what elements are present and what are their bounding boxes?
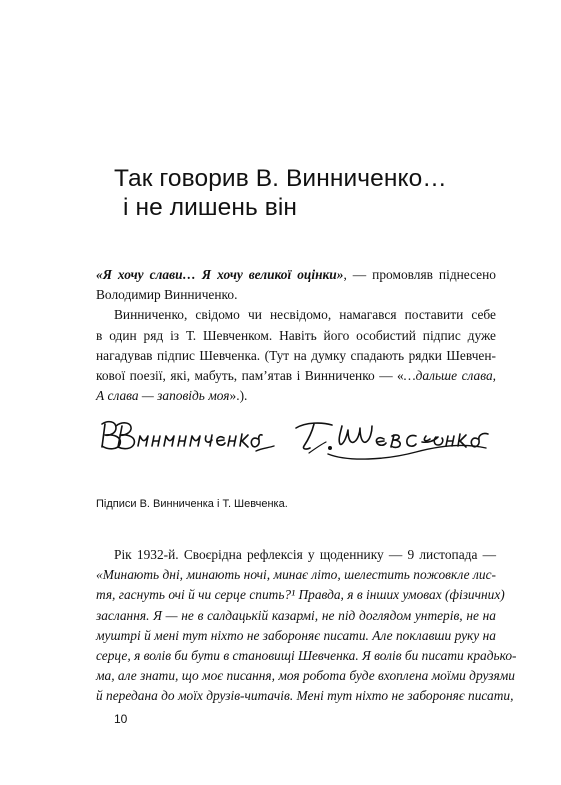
vynnychenko-quote: «Я хочу слави… Я хочу великої оцінки»: [96, 267, 344, 282]
paragraph-1-line: «Я хочу слави… Я хочу великої оцінки», — промовляв піднесено: [96, 267, 496, 282]
paragraph-3-line: й передана до моїх друзів-читачів. Мені тут ніхто не забороняє писати,: [96, 688, 514, 704]
text-block-intro: [96, 265, 496, 406]
paragraph-3-line: тя, гаснуть очі й чи серце спить?¹ Правда, я в інших умовах (фізичних): [96, 587, 505, 603]
chapter-title-line-2: і не лишень він: [123, 194, 298, 221]
paragraph-3-line: Рік 1932-й. Своєрідна рефлексія у щоденнику — 9 листопада —: [114, 547, 496, 562]
paragraph-2-line: кової поезії, які, мабуть, пам’ятав і Винниченко — «…дальше слава,: [96, 367, 496, 383]
paragraph-3-line: ма, але знати, що моє писання, моя робота буде вхоплена моїми друзями: [96, 668, 515, 684]
shevchenko-quote-part-1: …дальше слава,: [403, 367, 496, 383]
paragraph-3-line: заслання. Я — не в салдацькій казармі, не під доглядом унтерів, не на: [96, 607, 496, 623]
paragraph-2-line: нагадував підпис Шевченка. (Тут на думку спадають рядки Шевчен-: [96, 347, 496, 363]
vynnychenko-signature: [102, 422, 274, 451]
paragraph-3-line: муштрі й мені тут ніхто не забороняє писати. Але поклавши руку на: [96, 627, 496, 643]
chapter-title-line-1: Так говорив В. Винниченко…: [114, 165, 447, 192]
shevchenko-signature: [296, 423, 488, 459]
signatures-figure: [96, 410, 500, 470]
paragraph-3-line: серце, я волів би бути в становищі Шевченка. Я волів би писати крадько-: [96, 647, 517, 663]
text-block-diary: [96, 545, 517, 707]
paragraph-3-line: «Минають дні, минають ночі, минає літо, шелестить пожовкле лис-: [96, 567, 496, 583]
page-number: 10: [114, 712, 128, 726]
paragraph-2-line: в один ряд із Т. Шевченком. Навіть його особистий підпис дуже: [96, 327, 496, 343]
shevchenko-quote-part-2: А слава — заповідь моя: [96, 388, 230, 404]
chapter-title: [114, 164, 514, 222]
paragraph-1-line: Володимир Винниченко.: [96, 287, 238, 303]
paragraph-2-line: Винниченко, свідомо чи несвідомо, намагався поставити себе: [114, 307, 496, 323]
figure-caption: Підписи В. Винниченка і Т. Шевченка.: [96, 498, 288, 510]
paragraph-2-line: А слава — заповідь моя».).: [96, 388, 248, 404]
